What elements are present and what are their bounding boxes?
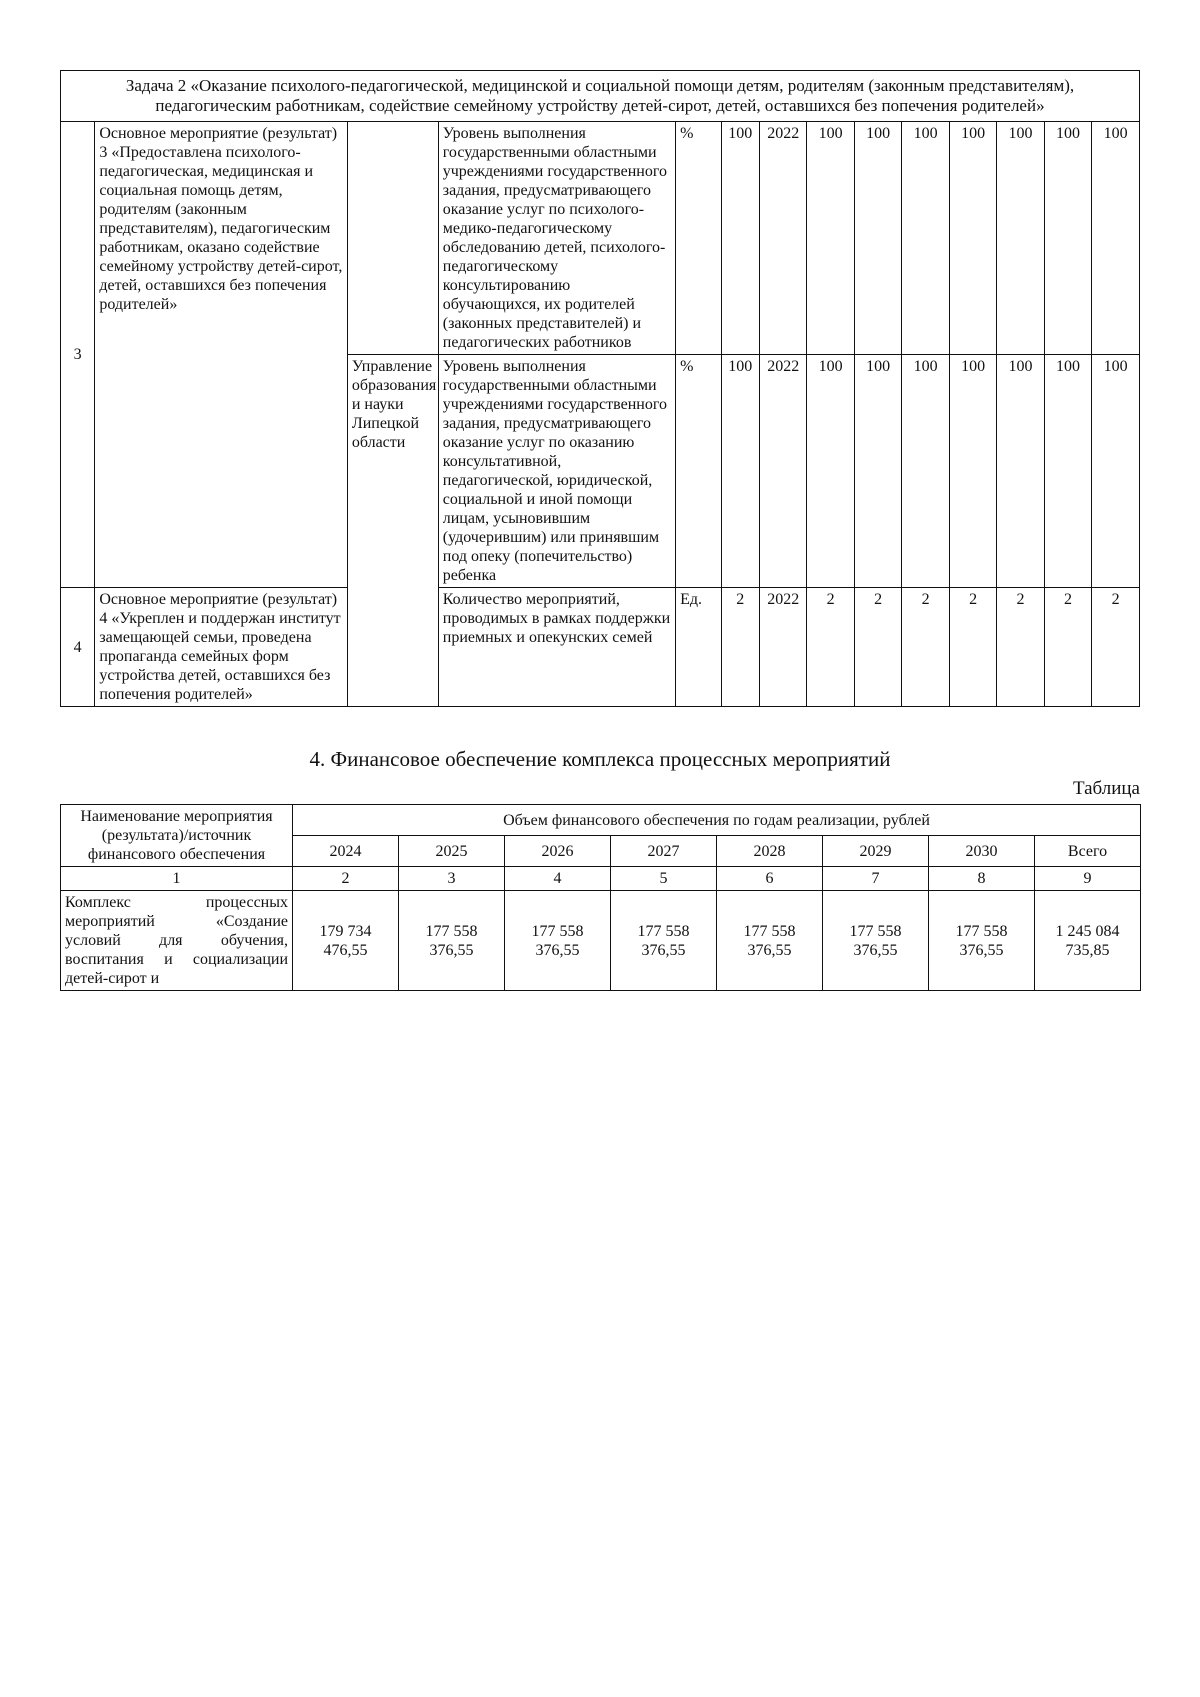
value-2025: 100: [854, 122, 901, 355]
row-number: 4: [61, 588, 95, 707]
indicator-unit: Ед.: [676, 588, 721, 707]
amount-2024: 179 734 476,55: [293, 891, 399, 991]
column-header-total: Всего: [1035, 836, 1141, 867]
base-value: 100: [721, 355, 759, 588]
indicator-unit: %: [676, 355, 721, 588]
event-title: Основное мероприятие (результат) 4 «Укреплен и поддержан институт замещающей семьи, проведена пропаганда семейных форм устройства детей, оставшихся без попечения родителей»: [95, 588, 348, 707]
column-number: 8: [929, 867, 1035, 891]
column-header-year: 2024: [293, 836, 399, 867]
responsible-cell-empty: [347, 122, 438, 355]
base-year: 2022: [759, 122, 806, 355]
column-header-name: Наименование мероприятия (результата)/источник финансового обеспечения: [61, 805, 293, 867]
value-2030: 2: [1092, 588, 1140, 707]
indicators-table: [60, 70, 1140, 707]
task-2-heading: Задача 2 «Оказание психолого-педагогической, медицинской и социальной помощи детям, родителям (законным представителям), педагогическим работникам, содействие семейному устройству детей-сирот, детей, оставшихся без попечения родителей»: [61, 71, 1140, 122]
table-row: [61, 122, 1140, 355]
base-value: 2: [721, 588, 759, 707]
base-value: 100: [721, 122, 759, 355]
column-number: 6: [717, 867, 823, 891]
value-2028: 2: [997, 588, 1044, 707]
column-header-year: 2027: [611, 836, 717, 867]
value-2027: 2: [949, 588, 996, 707]
row-number: 3: [61, 122, 95, 588]
column-number: 3: [399, 867, 505, 891]
base-year: 2022: [759, 355, 806, 588]
amount-2027: 177 558 376,55: [611, 891, 717, 991]
document-page: [60, 70, 1140, 991]
table-row: [61, 891, 1141, 991]
value-2028: 100: [997, 355, 1044, 588]
column-number-row: [61, 867, 1141, 891]
value-2030: 100: [1092, 355, 1140, 588]
value-2027: 100: [949, 122, 996, 355]
value-2024: 2: [807, 588, 854, 707]
value-2025: 2: [854, 588, 901, 707]
value-2027: 100: [949, 355, 996, 588]
amount-2026: 177 558 376,55: [505, 891, 611, 991]
value-2024: 100: [807, 122, 854, 355]
column-header-year: 2030: [929, 836, 1035, 867]
section-title: 4. Финансовое обеспечение комплекса процессных мероприятий: [309, 747, 891, 771]
column-number: 5: [611, 867, 717, 891]
table-row: [61, 588, 1140, 707]
column-number: 2: [293, 867, 399, 891]
amount-total: 1 245 084 735,85: [1035, 891, 1141, 991]
amount-2029: 177 558 376,55: [823, 891, 929, 991]
finance-table: [60, 804, 1141, 991]
column-header-year: 2029: [823, 836, 929, 867]
event-title: Основное мероприятие (результат) 3 «Предоставлена психолого-педагогическая, медицинская и социальная помощь детям, родителям (законным представителям), педагогическим работникам, оказано содействие семейному устройству детей-сирот, детей, оставшихся без попечения родителей»: [95, 122, 348, 588]
value-2028: 100: [997, 122, 1044, 355]
column-number: 1: [61, 867, 293, 891]
value-2029: 2: [1044, 588, 1091, 707]
column-number: 7: [823, 867, 929, 891]
column-header-year: 2025: [399, 836, 505, 867]
responsible-executor: Управление образования и науки Липецкой области: [347, 355, 438, 707]
base-year: 2022: [759, 588, 806, 707]
column-header-group: Объем финансового обеспечения по годам реализации, рублей: [293, 805, 1141, 836]
indicator-unit: %: [676, 122, 721, 355]
table-caption: Таблица: [1072, 778, 1140, 799]
value-2026: 100: [902, 122, 949, 355]
amount-2030: 177 558 376,55: [929, 891, 1035, 991]
column-number: 4: [505, 867, 611, 891]
indicator-name: Уровень выполнения государственными областными учреждениями государственного задания, предусматривающего оказание услуг по психолого-медико-педагогическому обследованию детей, психолого-педагогическому консультированию обучающихся, их родителей (законных представителей) и педагогических работников: [438, 122, 675, 355]
column-header-year: 2026: [505, 836, 611, 867]
amount-2028: 177 558 376,55: [717, 891, 823, 991]
value-2025: 100: [854, 355, 901, 588]
indicator-name: Количество мероприятий, проводимых в рамках поддержки приемных и опекунских семей: [438, 588, 675, 707]
header-row: [61, 805, 1141, 836]
value-2029: 100: [1044, 122, 1091, 355]
value-2029: 100: [1044, 355, 1091, 588]
value-2026: 2: [902, 588, 949, 707]
value-2030: 100: [1092, 122, 1140, 355]
complex-name: Комплекс процессных мероприятий «Создание условий для обучения, воспитания и социализации детей-сирот и: [61, 891, 293, 991]
value-2024: 100: [807, 355, 854, 588]
indicator-name: Уровень выполнения государственными областными учреждениями государственного задания, предусматривающего оказание услуг по оказанию консультативной, педагогической, юридической, социальной и иной помощи лицам, усыновившим (удочерившим) или принявшим под опеку (попечительство) ребенка: [438, 355, 675, 588]
task-row: [61, 71, 1140, 122]
column-header-year: 2028: [717, 836, 823, 867]
amount-2025: 177 558 376,55: [399, 891, 505, 991]
value-2026: 100: [902, 355, 949, 588]
column-number: 9: [1035, 867, 1141, 891]
